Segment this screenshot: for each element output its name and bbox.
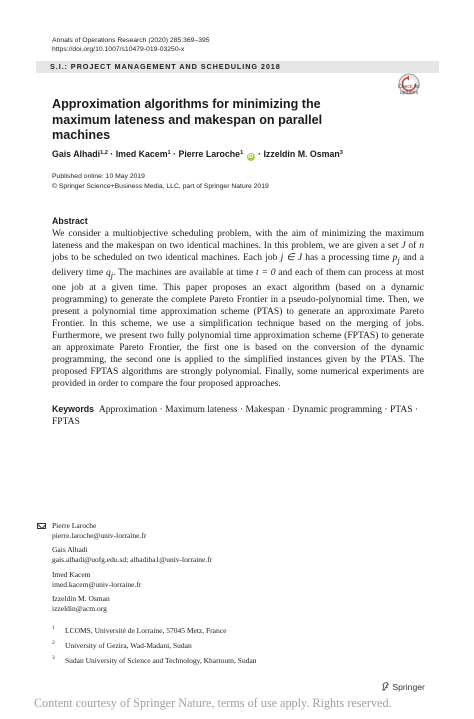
copyright-line: © Springer Science+Business Media, LLC, part of Springer Nature 2019 <box>52 182 269 190</box>
journal-info <box>52 36 210 54</box>
paper-title: Approximation algorithms for minimizing the maximum lateness and makespan on parallel machines <box>52 97 323 142</box>
topic-bar: S.I.: PROJECT MANAGEMENT AND SCHEDULING 2018 <box>36 61 439 73</box>
author-affil-ref: 1 <box>167 150 171 156</box>
springer-horse-icon <box>381 682 390 691</box>
envelope-icon <box>37 523 46 529</box>
publisher-logo <box>381 682 425 692</box>
publication-info <box>52 172 269 191</box>
publisher-name: Springer <box>392 682 425 692</box>
author-affil-ref: 1,2 <box>100 150 108 156</box>
keywords <box>52 403 424 428</box>
author-name[interactable]: Pierre Laroche <box>178 149 241 159</box>
keywords-label: Keywords <box>52 404 95 414</box>
contact-list <box>52 521 212 619</box>
contact-name: Imed Kacem <box>52 569 91 579</box>
abstract-heading: Abstract <box>52 216 88 226</box>
contact-name: Pierre Laroche <box>52 521 97 530</box>
contact-entry <box>52 594 212 613</box>
contact-email[interactable]: izzeldin@acm.org <box>52 604 107 614</box>
doi-link[interactable]: https://doi.org/10.1007/s10479-019-03250-x <box>52 46 185 53</box>
author-name[interactable]: Izzeldin M. Osman <box>263 149 340 159</box>
contact-entry <box>52 570 212 589</box>
orcid-icon[interactable]: iD <box>247 154 254 160</box>
check-updates-label[interactable]: Check for updates <box>397 84 421 96</box>
affiliation-text: University of Gezira, Wad-Madani, Sudan <box>65 640 192 650</box>
affiliation-text: Sudan University of Science and Technology, Khartoum, Sudan <box>65 655 257 665</box>
author-affil-ref: 1 <box>240 150 244 156</box>
contact-name: Izzeldin M. Osman <box>52 594 110 604</box>
published-date: Published online: 10 May 2019 <box>52 173 145 180</box>
affiliation-number: 3 <box>52 654 55 661</box>
abstract-text: We consider a multiobjective scheduling problem, with the aim of minimizing the maximum lateness and the makespan on two identical machines. In this problem, we are given a set J of n jobs to be scheduled on two identical machines. Each job j ∈ J has a processing time $p_j$ and a delivery time $q_j$. The machines are available at time t = 0 and each of them can process at most one job at a given time. This paper proposes an exact algorithm (based on a dynamic programming) to generate the complete Pareto Frontier in a pseudo-polynomial time. Then, we present a polynomial time approximation scheme (PTAS) to generate an approximate Pareto Frontier. In this scheme, we use a simplification technique based on the merging of jobs. Furthermore, we present two fully polynomial time approximation scheme (FPTAS) to generate an approximate Pareto Frontier, the first one is based on the conversion of the dynamic programming, the second one is applied to the simplified instances given by the PTAS. The proposed FPTAS algorithms are strongly polynomial. Finally, some numerical experiments are provided in order to compare the four proposed approaches. <box>52 228 424 390</box>
author-list <box>52 148 432 161</box>
contact-entry <box>52 521 212 540</box>
contact-email[interactable]: gais.alhadi@uofg.edu.sd; alhadiba1@univ-lorraine.fr <box>52 555 213 565</box>
affiliation-text: LCOMS, Université de Lorraine, 57045 Metz, France <box>65 626 227 635</box>
author-separator: · <box>170 149 179 159</box>
affiliation-number: 2 <box>52 639 55 646</box>
courtesy-watermark: Content courtesy of Springer Nature, terms of use apply. Rights reserved. <box>34 696 392 710</box>
contact-name: Gais Alhadi <box>52 545 88 555</box>
contact-email[interactable]: pierre.laroche@univ-lorraine.fr <box>52 530 147 540</box>
author-affil-ref: 3 <box>339 150 343 156</box>
author-separator: · <box>107 149 116 159</box>
keywords-list: Approximation · Maximum lateness · Makespan · Dynamic programming · PTAS · FPTAS <box>52 404 419 428</box>
journal-citation: Annals of Operations Research (2020) 285:369–395 <box>52 37 210 44</box>
author-name[interactable]: Imed Kacem <box>115 149 168 159</box>
contact-email[interactable]: imed.kacem@univ-lorraine.fr <box>52 579 142 589</box>
author-name[interactable]: Gais Alhadi <box>52 149 101 159</box>
contact-entry <box>52 545 212 564</box>
affiliation-number: 1 <box>52 625 55 631</box>
author-separator: · <box>255 149 264 159</box>
